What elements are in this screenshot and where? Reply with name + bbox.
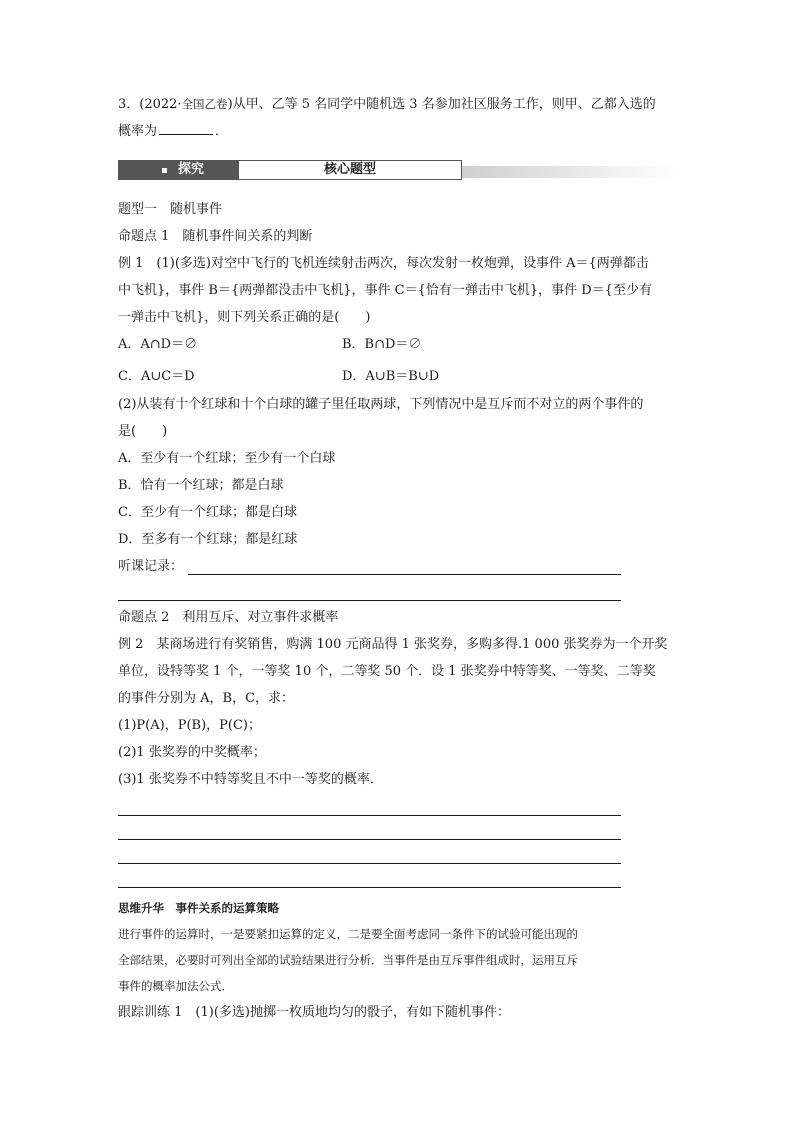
point2-heading: 命题点 2 利用互斥、对立事件求概率 (118, 610, 339, 625)
q3-body: )从甲、乙等 5 名同学中随机选 3 名参加社区服务工作，则甲、乙都入选的 (227, 97, 656, 112)
answer-line-1[interactable] (118, 815, 621, 816)
banner-tab-core: 核心题型 (238, 160, 462, 180)
summary-heading: 思维升华 事件关系的运算策略 (118, 901, 279, 915)
ex1-part2-line1: (2)从装有十个红球和十个白球的罐子里任取两球，下列情况中是互斥而不对立的两个事件的 (118, 397, 644, 412)
ex2-line3: 的事件分别为 A，B，C，求： (118, 691, 295, 706)
q3-source: 全国乙卷 (181, 97, 228, 111)
summary-line-2: 全部结果，必要时可列出全部的试验结果进行分析．当事件是由互斥事件组成时，运用互斥 (118, 953, 578, 967)
banner-tab-explore: 探究 (178, 162, 205, 177)
type1-heading: 题型一 随机事件 (118, 202, 223, 217)
q3-line1 (118, 95, 656, 114)
q3-line2 (118, 122, 228, 141)
q3-line2-text: 概率为 (118, 124, 158, 139)
ex2-question-1: (1)P(A)，P(B)，P(C)； (118, 718, 261, 733)
answer-line-2[interactable] (118, 839, 621, 840)
ex1-line3: 一弹击中飞机}，则下列关系正确的是( ) (118, 310, 371, 325)
ex1-part2-option-c: C．至少有一个红球；都是白球 (118, 505, 297, 520)
ex2-line2: 单位，设特等奖 1 个，一等奖 10 个，二等奖 50 个．设 1 张奖券中特等奖、一等奖、二等奖 (118, 664, 656, 679)
ex1-part2-option-b: B．恰有一个红球；都是白球 (118, 478, 284, 493)
notes-line-1[interactable] (188, 574, 621, 575)
answer-line-4[interactable] (118, 887, 621, 888)
summary-line-1: 进行事件的运算时，一是要紧扣运算的定义，二是要全面考虑同一条件下的试验可能出现的 (118, 927, 578, 941)
ex1-option-d: D．A∪B＝B∪D (342, 369, 440, 384)
q3-number: 3．(2022· (118, 97, 182, 112)
ex1-part2-option-d: D．至多有一个红球；都是红球 (118, 532, 298, 547)
ex2-line1: 例 2 某商场进行有奖销售，购满 100 元商品得 1 张奖券，多购多得.1 000 张奖券为一个开奖 (118, 637, 668, 652)
ex1-option-b: B．B∩D＝∅ (342, 337, 422, 352)
practice-line-1: 跟踪训练 1 (1)(多选)抛掷一枚质地均匀的骰子，有如下随机事件： (118, 1005, 510, 1020)
ex2-question-3: (3)1 张奖券不中特等奖且不中一等奖的概率． (118, 772, 383, 787)
ex1-part2-line2: 是( ) (118, 424, 168, 439)
notes-label: 听课记录： (118, 559, 184, 574)
ex1-option-c: C．A∪C＝D (118, 369, 195, 384)
notes-line-2[interactable] (118, 600, 621, 601)
ex1-line1: 例 1 (1)(多选)对空中飞行的飞机连续射击两次，每次发射一枚炮弹，设事件 A＝{两弹都击 (118, 256, 649, 271)
summary-line-3: 事件的概率加法公式． (118, 979, 233, 993)
ex1-line2: 中飞机}，事件 B＝{两弹都没击中飞机}，事件 C＝{恰有一弹击中飞机}，事件 D＝{至少有 (118, 283, 652, 298)
ex1-part2-option-a: A．至少有一个红球；至少有一个白球 (118, 451, 336, 466)
ex2-question-2: (2)1 张奖券的中奖概率； (118, 745, 266, 760)
point1-heading: 命题点 1 随机事件间关系的判断 (118, 229, 313, 244)
answer-line-3[interactable] (118, 863, 621, 864)
answer-blank[interactable] (159, 122, 213, 135)
square-bullet-icon (162, 168, 167, 173)
banner-gradient-bar (462, 166, 678, 178)
ex1-option-a: A．A∩D＝∅ (118, 337, 198, 352)
section-banner (118, 160, 678, 180)
q3-line2-end: ． (215, 124, 229, 139)
